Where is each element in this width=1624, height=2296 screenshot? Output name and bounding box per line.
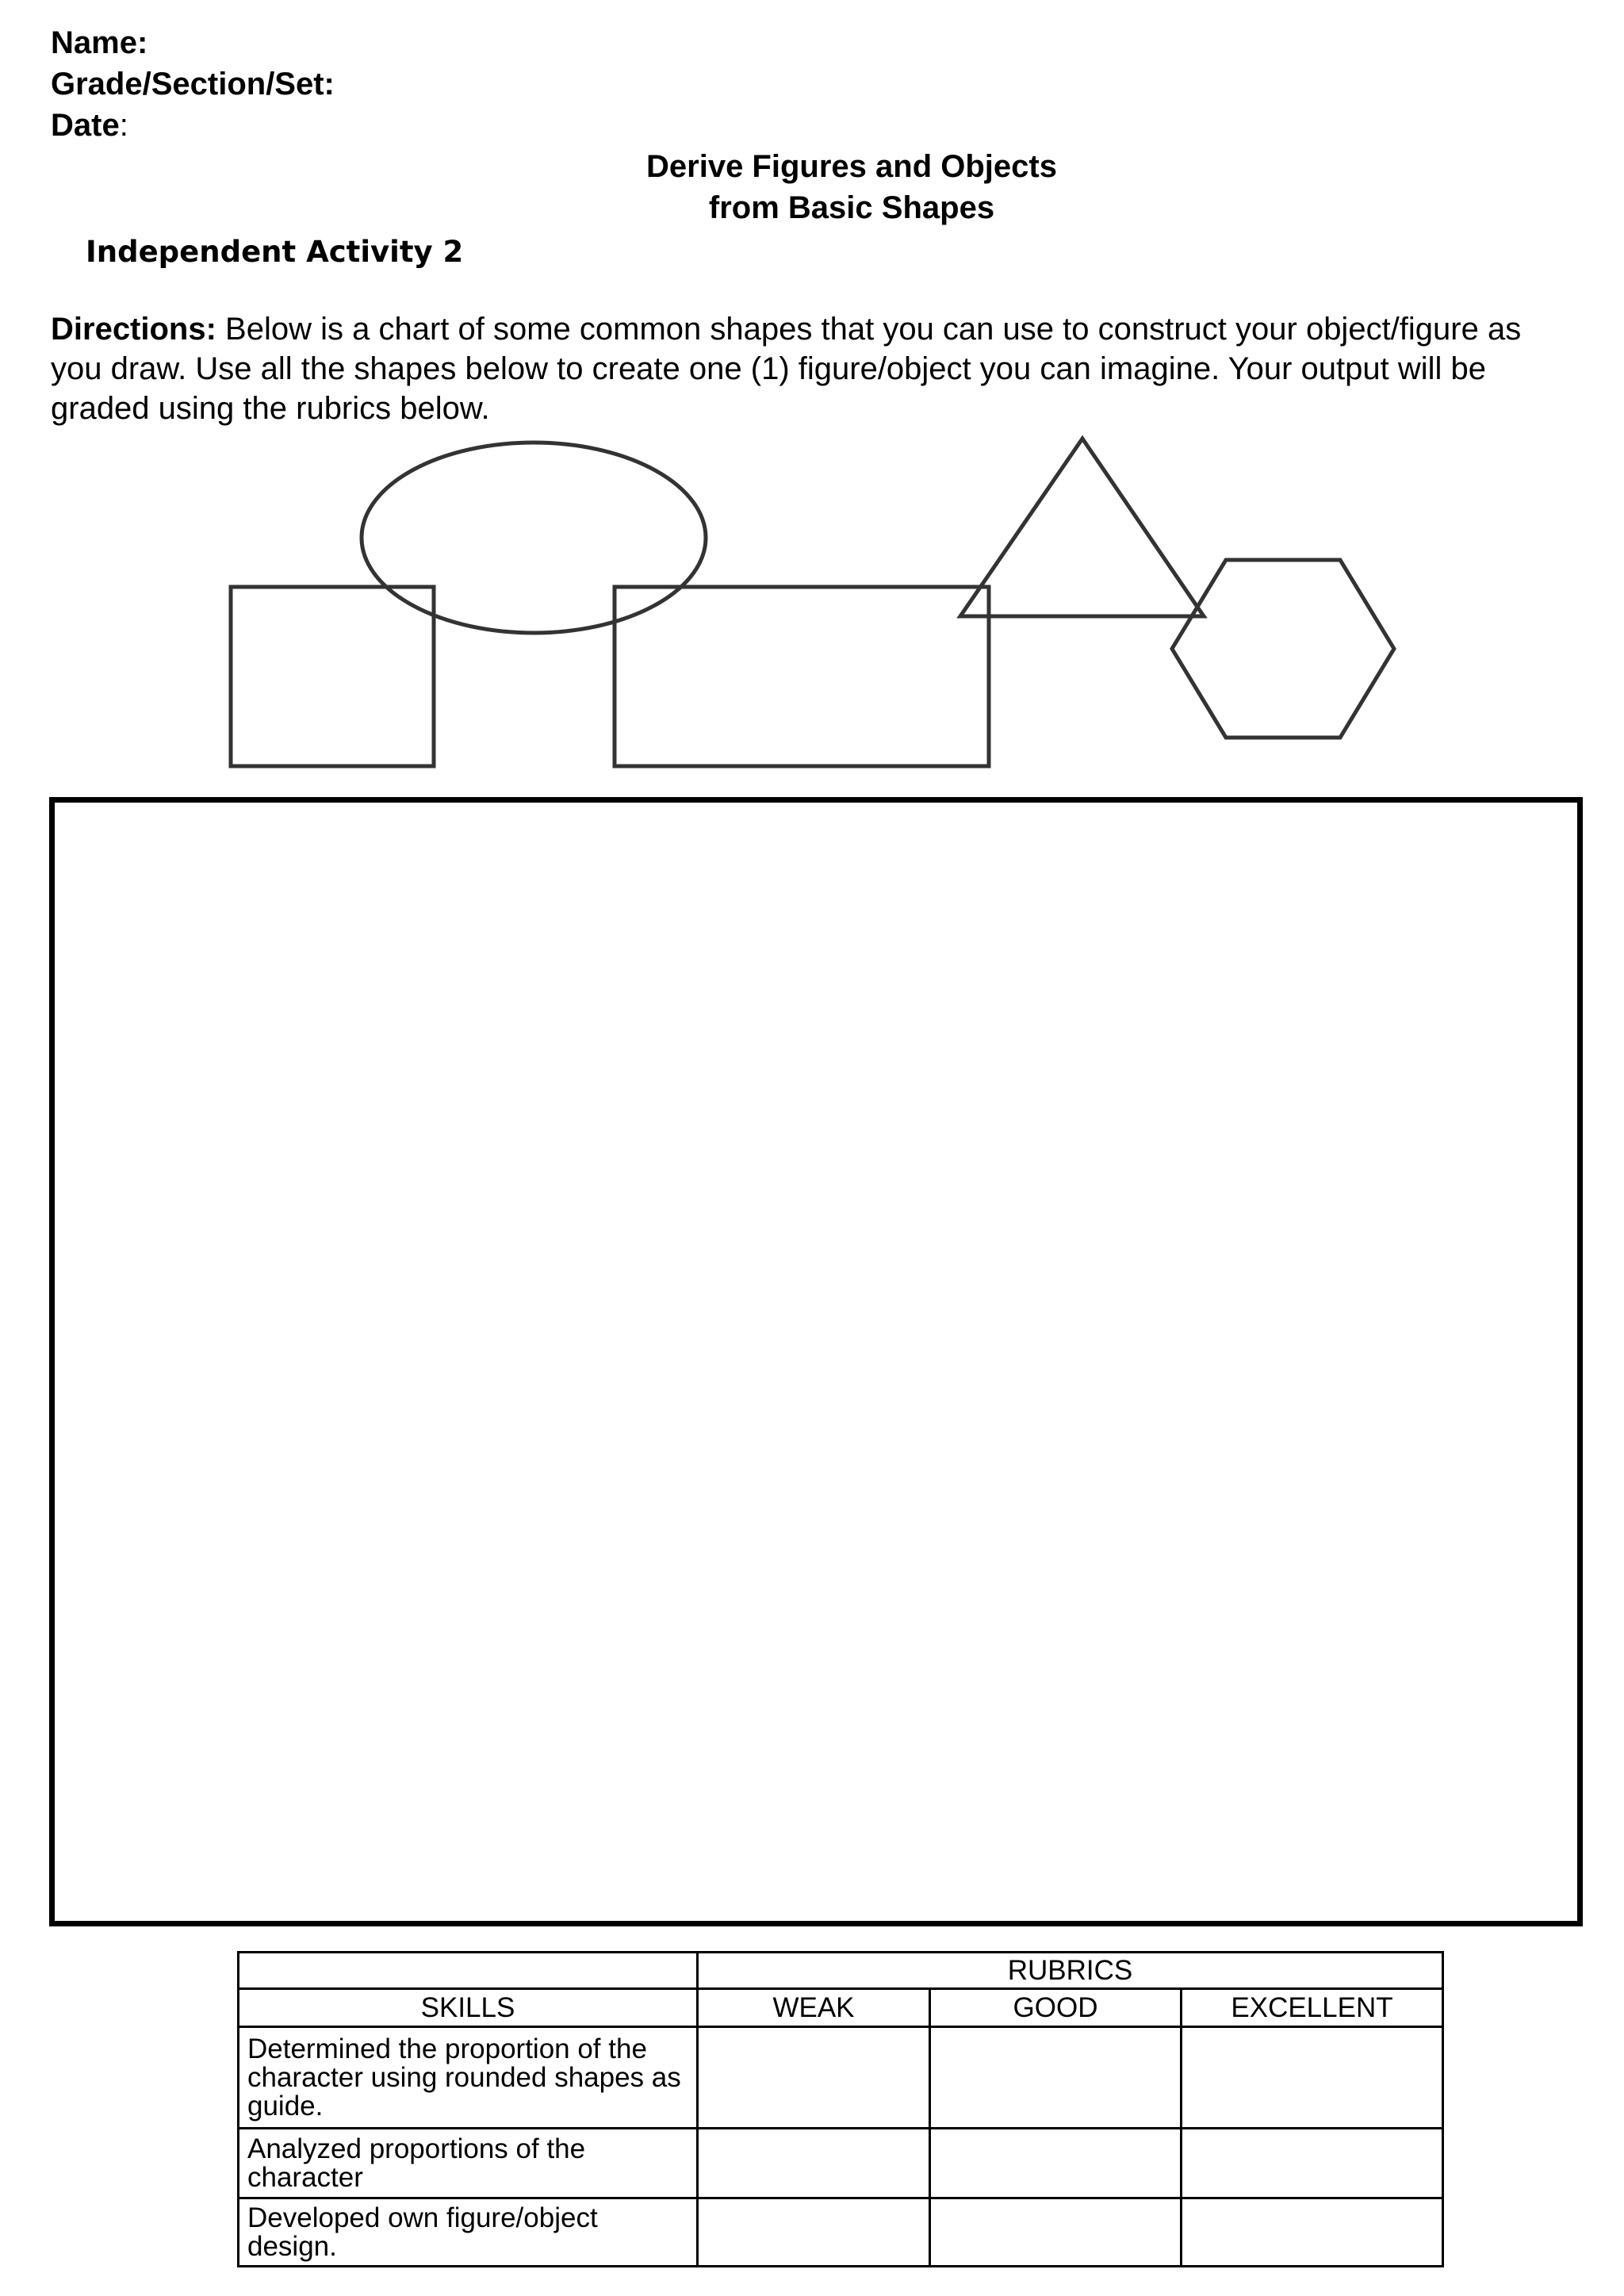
rubrics-header: RUBRICS bbox=[698, 1953, 1443, 1989]
skill-cell: Developed own figure/object design. bbox=[239, 2198, 698, 2267]
excellent-cell[interactable] bbox=[1182, 2198, 1443, 2267]
weak-cell[interactable] bbox=[698, 2129, 930, 2198]
activity-label: Independent Activity 2 bbox=[86, 235, 464, 269]
excellent-cell[interactable] bbox=[1182, 2129, 1443, 2198]
column-header-good: GOOD bbox=[930, 1989, 1182, 2027]
good-cell[interactable] bbox=[930, 2027, 1182, 2129]
triangle-shape bbox=[960, 439, 1204, 616]
good-cell[interactable] bbox=[930, 2129, 1182, 2198]
rubrics-table bbox=[237, 1951, 1444, 2267]
skill-cell: Determined the proportion of the character using rounded shapes as guide. bbox=[239, 2027, 698, 2129]
skill-cell: Analyzed proportions of the character bbox=[239, 2129, 698, 2198]
directions-body: Below is a chart of some common shapes that you can use to construct your object/figure as you draw. Use all the shapes below to create one (1) figure/object you can imagine. Your output will be graded using the rubrics below. bbox=[51, 312, 1522, 426]
rubrics-table-skills-spacer bbox=[239, 1953, 698, 1989]
basic-shapes-chart bbox=[0, 420, 1624, 777]
excellent-cell[interactable] bbox=[1182, 2027, 1443, 2129]
weak-cell[interactable] bbox=[698, 2027, 930, 2129]
name-label: Name: bbox=[51, 25, 148, 60]
column-header-excellent: EXCELLENT bbox=[1182, 1989, 1443, 2027]
drawing-area[interactable] bbox=[49, 797, 1583, 1926]
directions-lead: Directions: bbox=[51, 312, 216, 347]
page-title-line-2: from Basic Shapes bbox=[708, 190, 995, 225]
hexagon-shape bbox=[1172, 560, 1394, 738]
page-title-line-1: Derive Figures and Objects bbox=[646, 149, 1057, 184]
table-row bbox=[239, 2027, 1443, 2129]
directions-paragraph bbox=[51, 309, 1573, 428]
table-row bbox=[239, 2198, 1443, 2267]
date-label-text: Date bbox=[51, 108, 120, 143]
oval-shape bbox=[362, 443, 706, 633]
weak-cell[interactable] bbox=[698, 2198, 930, 2267]
date-label-colon: : bbox=[119, 108, 128, 143]
grade-section-set-label: Grade/Section/Set: bbox=[51, 67, 335, 102]
rectangle-shape bbox=[615, 587, 989, 766]
good-cell[interactable] bbox=[930, 2198, 1182, 2267]
table-row bbox=[239, 2129, 1443, 2198]
column-header-weak: WEAK bbox=[698, 1989, 930, 2027]
square-shape bbox=[231, 587, 434, 766]
date-label bbox=[51, 105, 128, 146]
column-header-skills: SKILLS bbox=[239, 1989, 698, 2027]
